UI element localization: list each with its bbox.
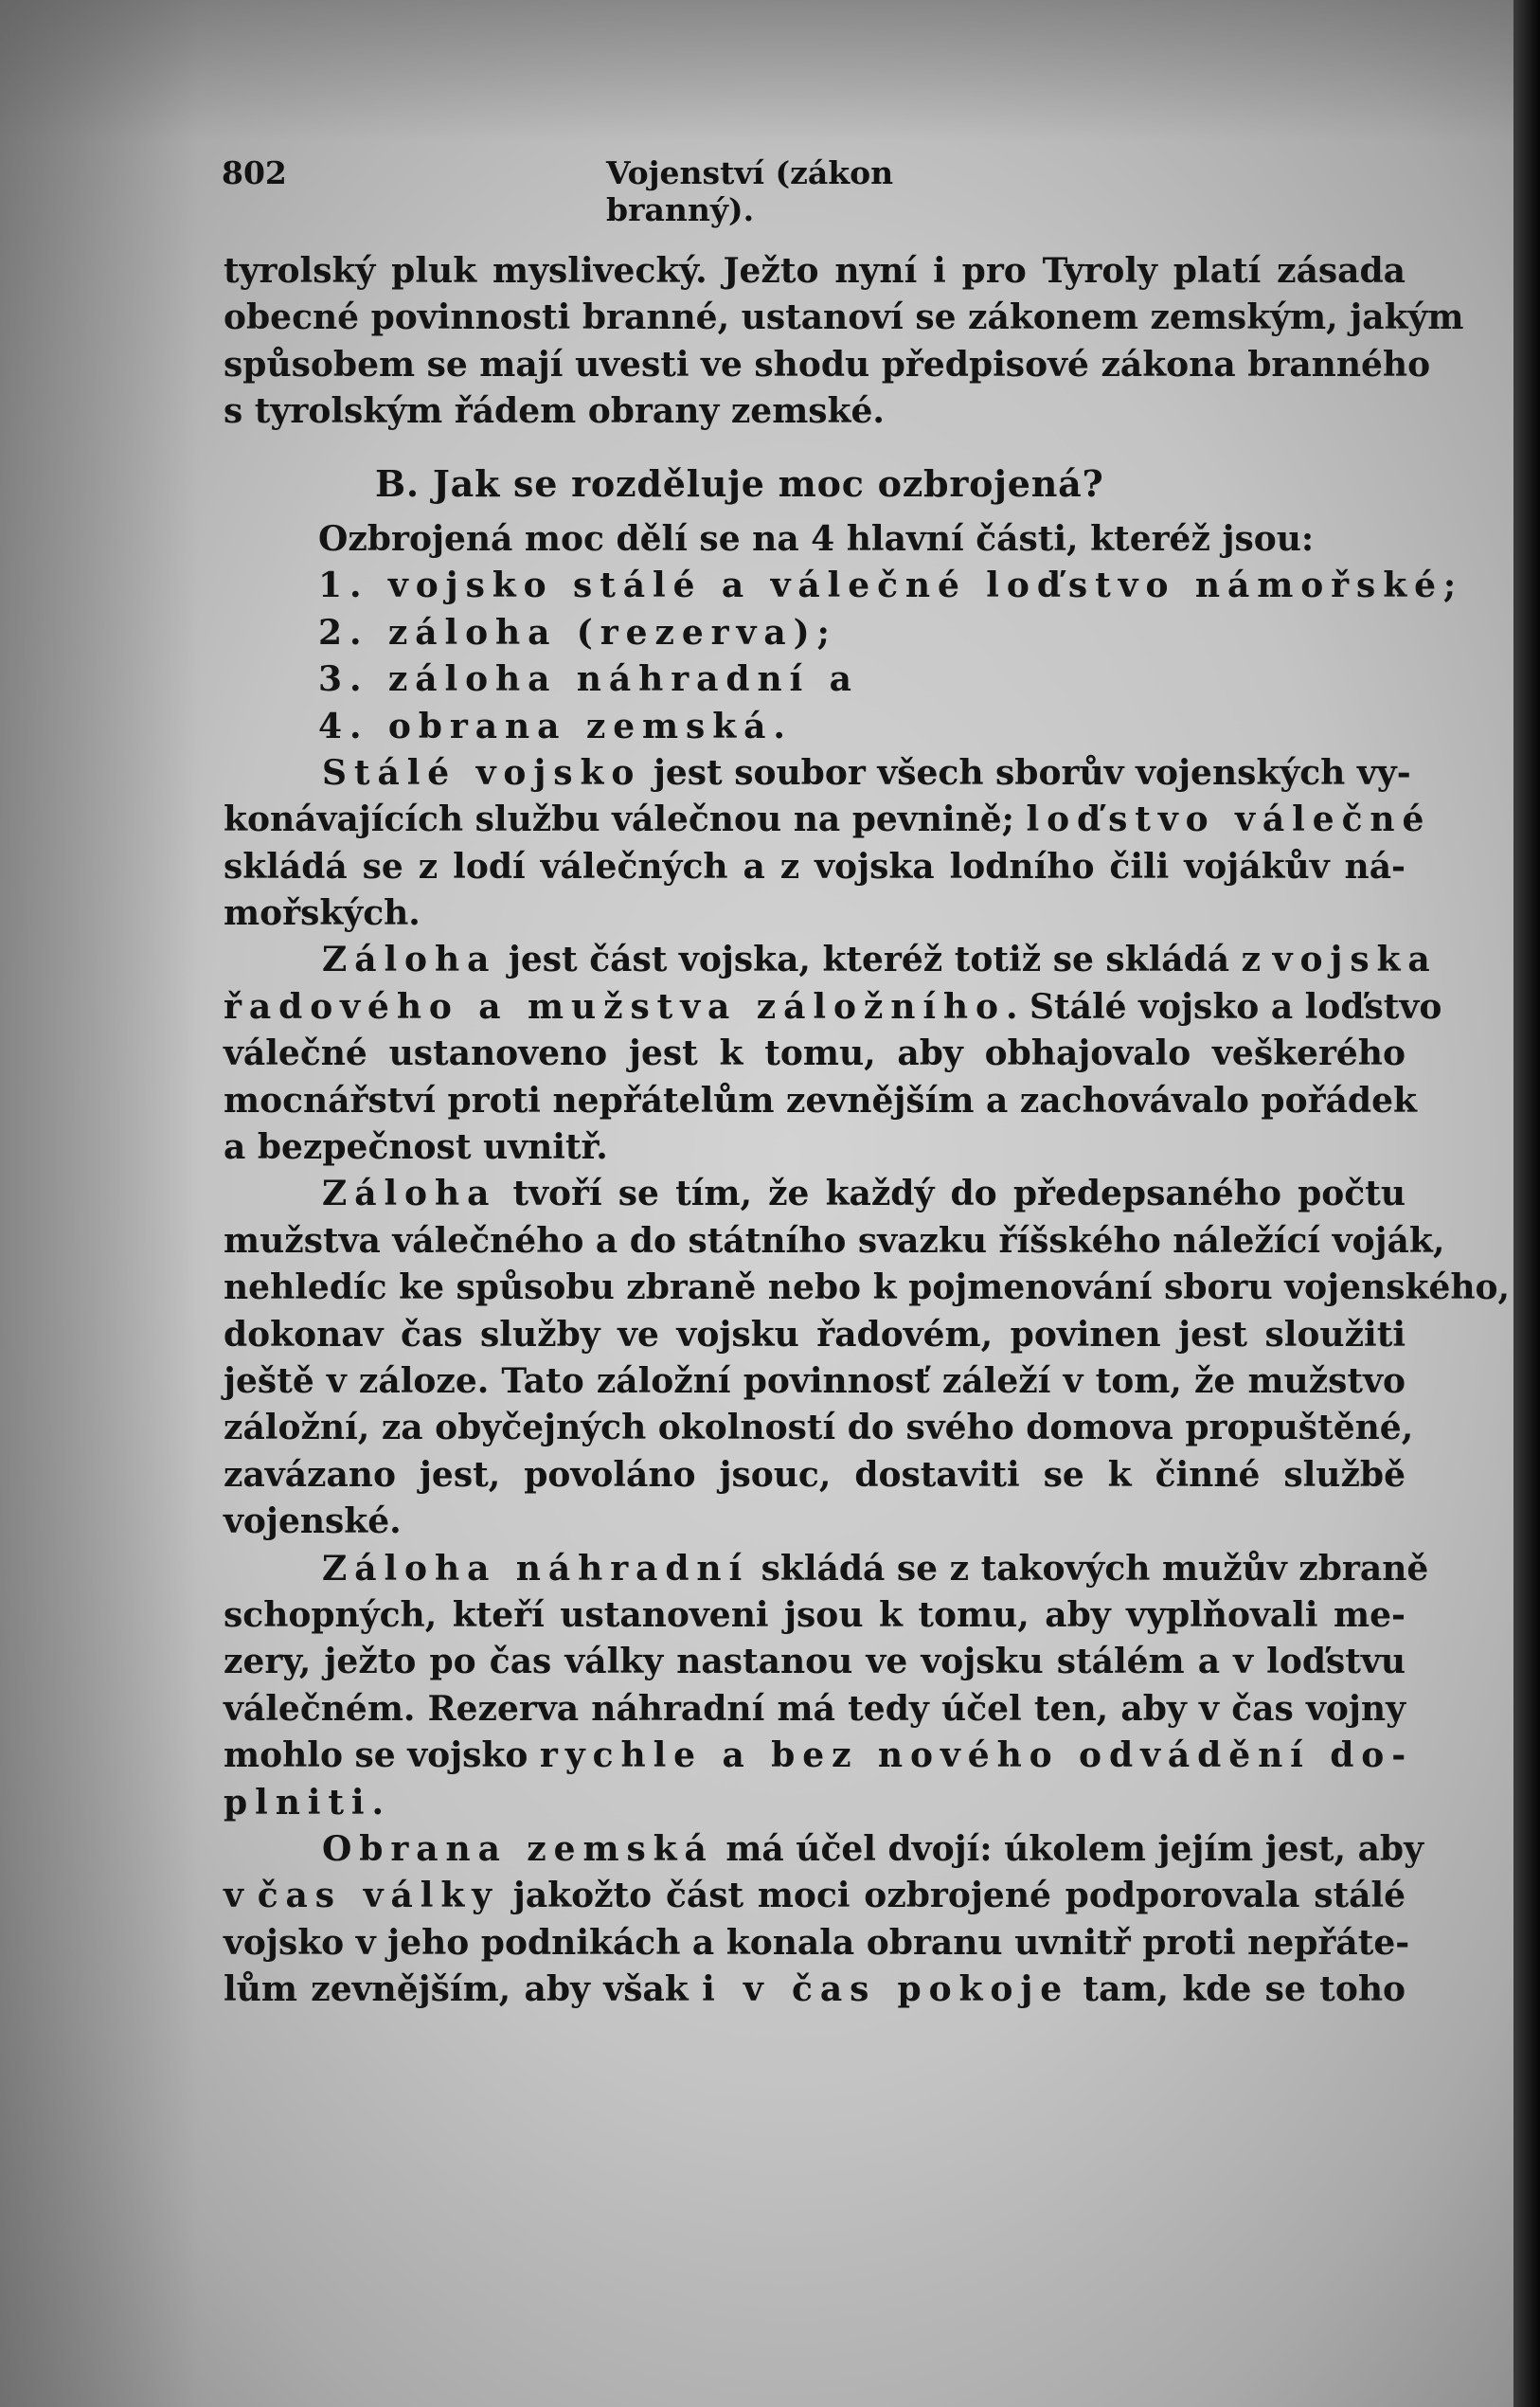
spacer [224, 507, 1406, 516]
scan-edge [1513, 0, 1540, 2407]
text-line: schopných, kteří ustanoveni jsou k tomu, aby vyplňovali me- [224, 1594, 1406, 1635]
paragraph-tyrol [224, 248, 1464, 436]
text-line: zavázano jest, povoláno jsouc, dostaviti se k činné službě [224, 1454, 1406, 1495]
text-line: tyrolský pluk myslivecký. Ježto nyní i pro Tyroly platí zásada [224, 251, 1406, 291]
text-line: skládá se z lodí válečných a z vojska lodního čili vojákův ná- [224, 846, 1406, 887]
text-line: obecné povinnosti branné, ustanoví se zákonem zemským, jakým [224, 297, 1464, 338]
text-line: Záloha jest část vojska, kteréž totiž se skládá z vojska [322, 940, 1438, 980]
text-line: Stálé vojsko jest soubor všech sborův vojenských vy- [322, 752, 1411, 793]
text-line: ještě v záloze. Tato záložní povinnosť záleží v tom, že mužstvo [224, 1360, 1406, 1401]
text-line: v čas války jakožto část moci ozbrojené podporovala stálé [224, 1876, 1406, 1916]
text-line: spůsobem se mají uvesti ve shodu předpisové zákona branného [224, 344, 1431, 385]
paragraph-zaloha-nahradni [224, 1546, 1429, 1826]
paragraph-obrana-zemska [224, 1826, 1424, 2014]
text-line: mořských. [224, 893, 421, 934]
text-line: Záloha tvoří se tím, že každý do předepsaného počtu [322, 1174, 1406, 1214]
text-line: nehledíc ke spůsobu zbraně nebo k pojmenování sboru vojenského, [224, 1267, 1511, 1308]
list-item: 1. vojsko stálé a válečné loďstvo námořské; [318, 566, 1464, 606]
list-item: 4. obrana zemská. [318, 706, 793, 746]
text-line: Obrana zemská má účel dvojí: úkolem jejím jest, aby [322, 1828, 1424, 1869]
text-line: mužstva válečného a do státního svazku říšského náležící voják, [224, 1220, 1445, 1261]
parts-list [224, 563, 1464, 750]
paragraph-stale-vojsko [224, 750, 1432, 938]
body-text [224, 248, 1511, 2013]
list-item: 2. záloha (rezerva); [318, 612, 837, 653]
text-line: válečné ustanoveno jest k tomu, aby obhajovalo veškerého [224, 1033, 1406, 1074]
paragraph-zaloha-tvori [224, 1171, 1511, 1545]
intro-line: Ozbrojená moc dělí se na 4 hlavní části, kteréž jsou: [318, 518, 1315, 559]
page-shadow-top [0, 0, 1513, 142]
paragraph-zaloha [224, 937, 1442, 1171]
text-line: Záloha náhradní skládá se z takových mužův zbraně [322, 1548, 1429, 1589]
text-line: válečném. Rezerva náhradní má tedy účel ten, aby v čas vojny [224, 1688, 1406, 1729]
spacer [224, 436, 1406, 460]
list-item: 3. záloha náhradní a [318, 659, 859, 700]
text-line: záložní, za obyčejných okolností do svého domova propuštěné, [224, 1408, 1414, 1448]
text-line: mohlo se vojsko rychle a bez nového odvádění do- [224, 1735, 1414, 1776]
page-number: 802 [222, 154, 287, 191]
text-line: lům zevnějším, aby však i v čas pokoje tam, kde se toho [224, 1969, 1406, 2010]
section-heading: B. Jak se rozděluje moc ozbrojená? [375, 461, 1104, 505]
text-line: vojsko v jeho podnikách a konala obranu uvnitř proti nepřáte- [224, 1922, 1410, 1963]
text-line: mocnářství proti nepřátelům zevnějším a zachovávalo pořádek [224, 1080, 1417, 1121]
text-line: řadového a mužstva záložního. Stálé vojsko a loďstvo [224, 986, 1442, 1027]
text-line: zery, ježto po čas války nastanou ve vojsku stálém a v loďstvu [224, 1642, 1406, 1682]
page-header [222, 154, 1036, 228]
text-line: a bezpečnost uvnitř. [224, 1127, 608, 1168]
text-line: s tyrolským řádem obrany zemské. [224, 391, 885, 432]
text-line: dokonav čas služby ve vojsku řadovém, povinen jest sloužiti [224, 1314, 1406, 1355]
text-line: vojenské. [224, 1501, 402, 1542]
text-line: plniti. [224, 1782, 391, 1823]
text-line: konávajících službu válečnou na pevnině; loďstvo válečné [224, 799, 1432, 840]
running-title: Vojenství (zákon branný). [606, 154, 894, 228]
page-shadow-left [0, 0, 199, 2407]
